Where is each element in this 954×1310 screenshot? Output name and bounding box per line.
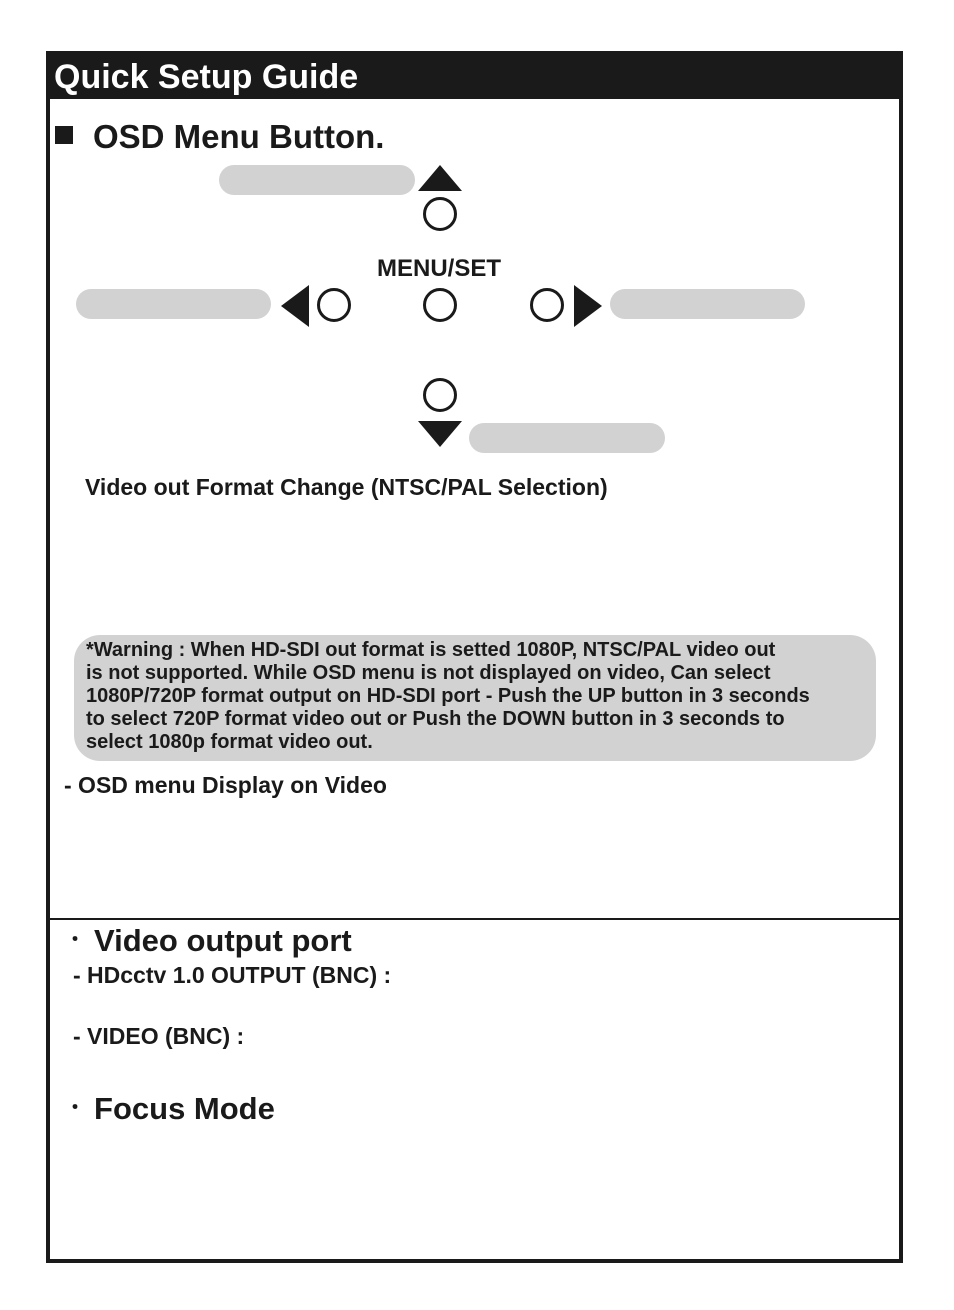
- video-output-title: Video output port: [94, 923, 352, 958]
- down-arrow-icon: [418, 421, 462, 447]
- focus-mode-title: Focus Mode: [94, 1091, 275, 1126]
- menu-set-button[interactable]: [423, 288, 457, 322]
- warning-line: select 1080p format video out.: [86, 731, 373, 753]
- warning-line: is not supported. While OSD menu is not displayed on video, Can select: [86, 662, 771, 684]
- down-button[interactable]: [423, 378, 457, 412]
- warning-line: *Warning : When HD-SDI out format is setted 1080P, NTSC/PAL video out: [86, 639, 776, 661]
- up-button-label-pill: [219, 165, 415, 195]
- square-bullet-icon: [55, 126, 73, 144]
- focus-mode-heading: [64, 1090, 275, 1127]
- video-bnc-label: - VIDEO (BNC) :: [73, 1023, 245, 1049]
- left-arrow-icon: [281, 285, 309, 327]
- up-button[interactable]: [423, 197, 457, 231]
- right-button-label-pill: [610, 289, 805, 319]
- osd-display-label: - OSD menu Display on Video: [64, 772, 387, 798]
- bullet-dot-icon: ・: [64, 1095, 87, 1120]
- warning-box: [74, 635, 876, 761]
- video-output-heading: [64, 922, 352, 959]
- down-button-label-pill: [469, 423, 665, 453]
- warning-line: to select 720P format video out or Push the DOWN button in 3 seconds to: [86, 708, 785, 730]
- hdcctv-output-label: - HDcctv 1.0 OUTPUT (BNC) :: [73, 962, 392, 988]
- format-change-label: Video out Format Change (NTSC/PAL Selection): [85, 474, 608, 500]
- up-arrow-icon: [418, 165, 462, 191]
- right-arrow-icon: [574, 285, 602, 327]
- left-button-label-pill: [76, 289, 271, 319]
- left-button[interactable]: [317, 288, 351, 322]
- warning-line: 1080P/720P format output on HD-SDI port - Push the UP button in 3 seconds: [86, 685, 810, 707]
- osd-section-title: OSD Menu Button.: [93, 118, 385, 155]
- right-button[interactable]: [530, 288, 564, 322]
- page-title: Quick Setup Guide: [54, 58, 359, 96]
- section-divider: [50, 918, 899, 920]
- bullet-dot-icon: ・: [64, 927, 87, 952]
- menu-set-label: MENU/SET: [377, 255, 502, 282]
